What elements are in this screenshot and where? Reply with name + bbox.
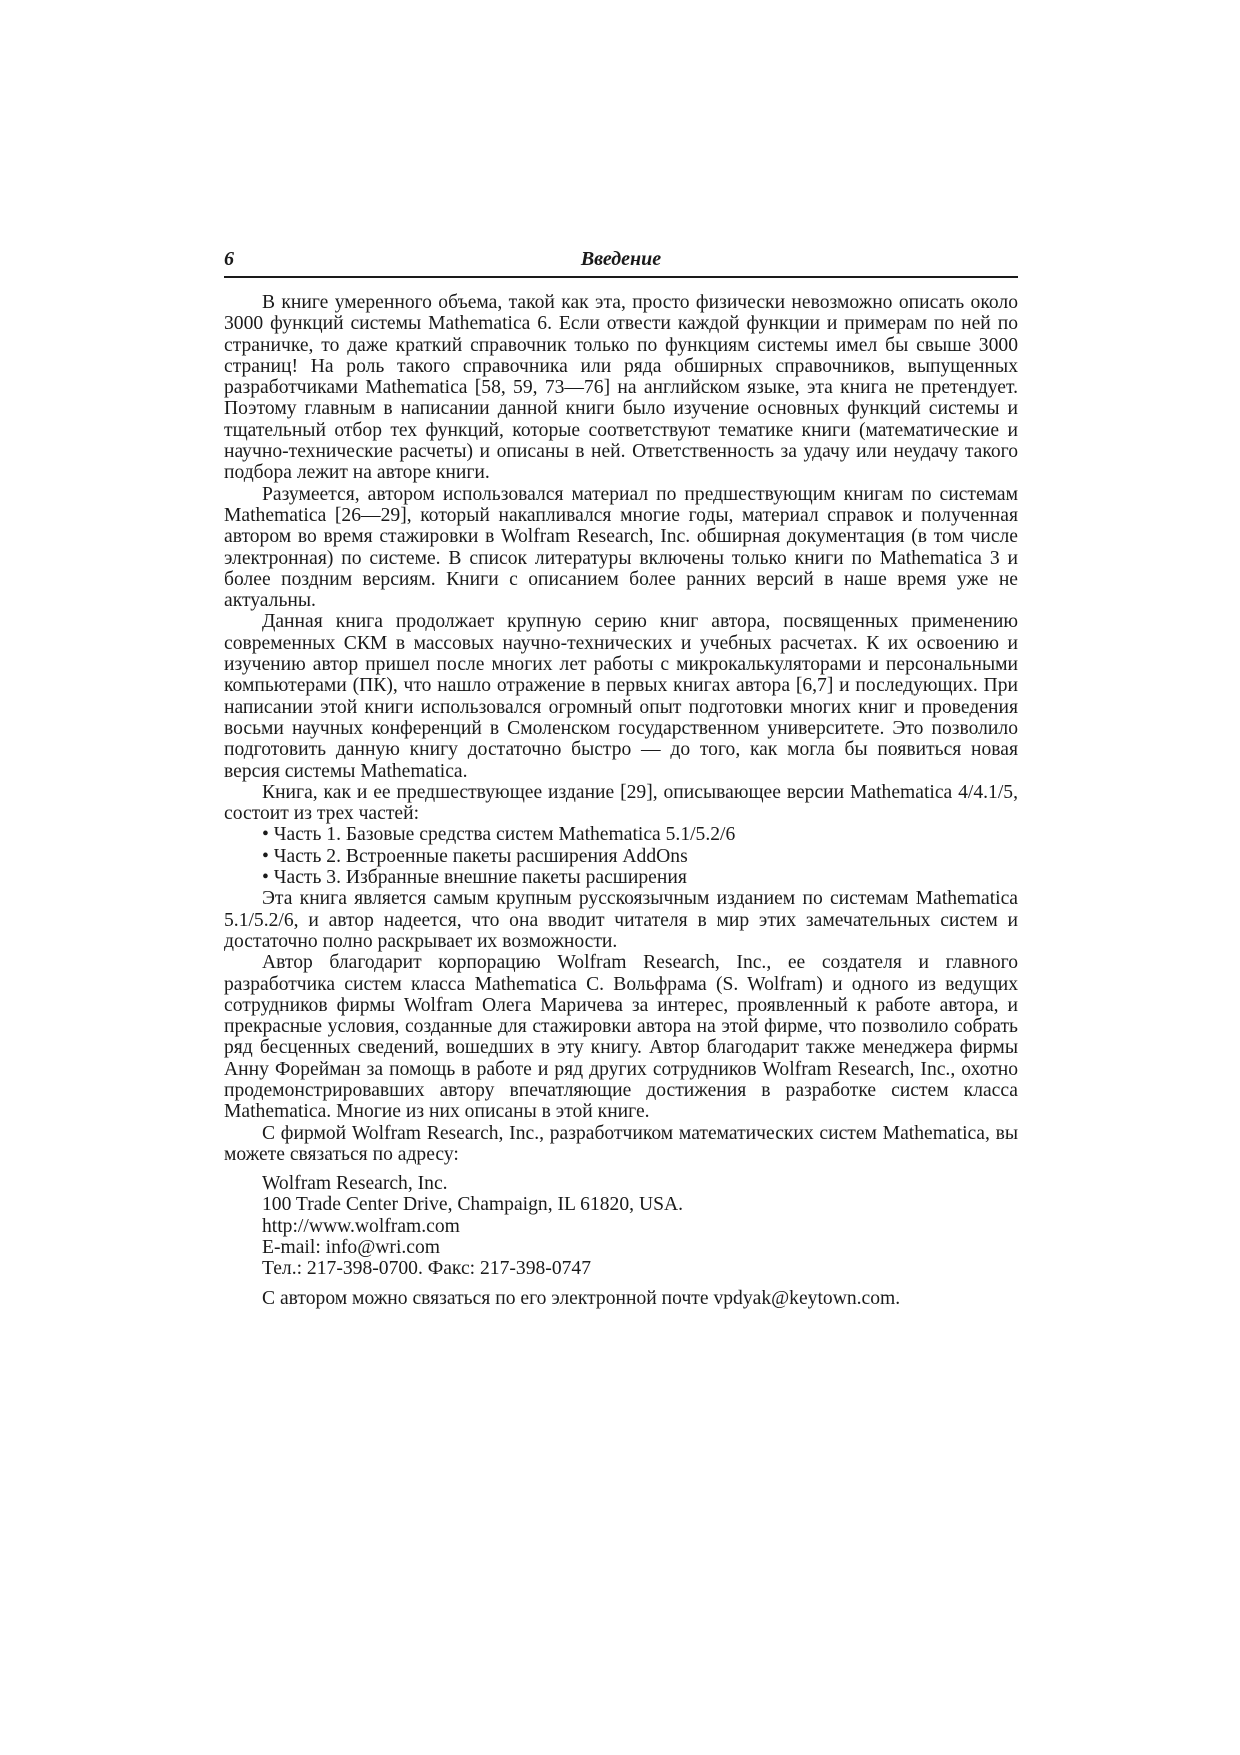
address-street: 100 Trade Center Drive, Champaign, IL 61820, USA. [262, 1194, 684, 1216]
company-address [262, 1173, 1018, 1279]
address-phone: Тел.: 217-398-0700. Факс: 217-398-0747 [262, 1258, 592, 1280]
address-company: Wolfram Research, Inc. [262, 1173, 448, 1195]
paragraph-acknowledgements: Автор благодарит корпорацию Wolfram Research, Inc., ее создателя и главного разработчика систем класса Mathematica С. Вольфрама (S. Wolfram) и одного из ведущих сотрудников фирмы Wolfram Олега Маричева за интерес, проявленный к работе автора, и прекрасные условия, созданные для стажировки автора на этой фирме, что позволило собрать ряд бесценных сведений, вошедших в эту книгу. Автор благодарит также менеджера фирмы Анну Форейман за помощь в работе и ряд других сотрудников Wolfram Research, Inc., охотно продемонстрировавших автору впечатляющие достижения в разработке систем класса Mathematica. Многие из них описаны в этой книге. [224, 952, 1018, 1123]
body-text [224, 292, 1018, 1309]
page-number: 6 [224, 248, 234, 270]
paragraph-structure: Книга, как и ее предшествующее издание [29], описывающее версии Mathematica 4/4.1/5, состоит из трех частей: [224, 781, 1018, 825]
section-title: Введение [580, 248, 662, 270]
address-website: http://www.wolfram.com [262, 1215, 460, 1237]
address-email: E-mail: info@wri.com [262, 1237, 441, 1259]
running-header [224, 248, 1018, 278]
paragraph-series: Данная книга продолжает крупную серию книг автора, посвященных применению современных СКМ в массовых научно-технических и учебных расчетах. К их освоению и изучению автор пришел после многих лет работы с микрокалькуляторами и персональными компьютерами (ПК), что нашло отражение в первых книгах автора [6,7] и последующих. При написании этой книги использовался огромный опыт подготовки многих книг и проведения восьми научных конференций в Смоленском государственном университете. Это позволило подготовить данную книгу достаточно быстро — до того, как могла бы появиться новая версия системы Mathematica. [224, 611, 1018, 782]
list-item-part-1: • Часть 1. Базовые средства систем Mathematica 5.1/5.2/6 [224, 824, 1018, 845]
list-item-part-3: • Часть 3. Избранные внешние пакеты расширения [224, 867, 1018, 888]
paragraph-scope: В книге умеренного объема, такой как эта, просто физически невозможно описать около 3000 функций системы Mathematica 6. Если отвести каждой функции и примерам по ней по страничке, то даже краткий справочник только по функциям системы имел бы свыше 3000 страниц! На роль такого справочника или ряда обширных справочников, выпущенных разработчиками Mathematica [58, 59, 73—76] на английском языке, эта книга не претендует. Поэтому главным в написании данной книги было изучение основных функций системы и тщательный отбор тех функций, которые соответствуют тематике книги (математические и научно-технические расчеты) и описаны в ней. Ответственность за удачу или неудачу такого подбора лежит на авторе книги. [224, 292, 1018, 484]
list-item-part-2: • Часть 2. Встроенные пакеты расширения AddOns [224, 846, 1018, 867]
paragraph-author-contact: С автором можно связаться по его электронной почте vpdyak@keytown.com. [262, 1287, 901, 1309]
paragraph-sources: Разумеется, автором использовался материал по предшествующим книгам по системам Mathematica [26—29], который накапливался многие годы, материал справок и полученная автором во время стажировки в Wolfram Research, Inc. обширная документация (в том числе электронная) по системе. В список литературы включены только книги по Mathematica 3 и более поздним версиям. Книги с описанием более ранних версий в наше время уже не актуальны. [224, 483, 1018, 612]
book-page [224, 248, 1018, 1309]
paragraph-contact-company: С фирмой Wolfram Research, Inc., разработчиком математических систем Mathematica, вы можете связаться по адресу: [224, 1122, 1018, 1165]
paragraph-largest-edition: Эта книга является самым крупным русскоязычным изданием по системам Mathematica 5.1/5.2/6, и автор надеется, что она вводит читателя в мир этих замечательных систем и достаточно полно раскрывает их возможности. [224, 888, 1018, 952]
parts-list [224, 824, 1018, 888]
